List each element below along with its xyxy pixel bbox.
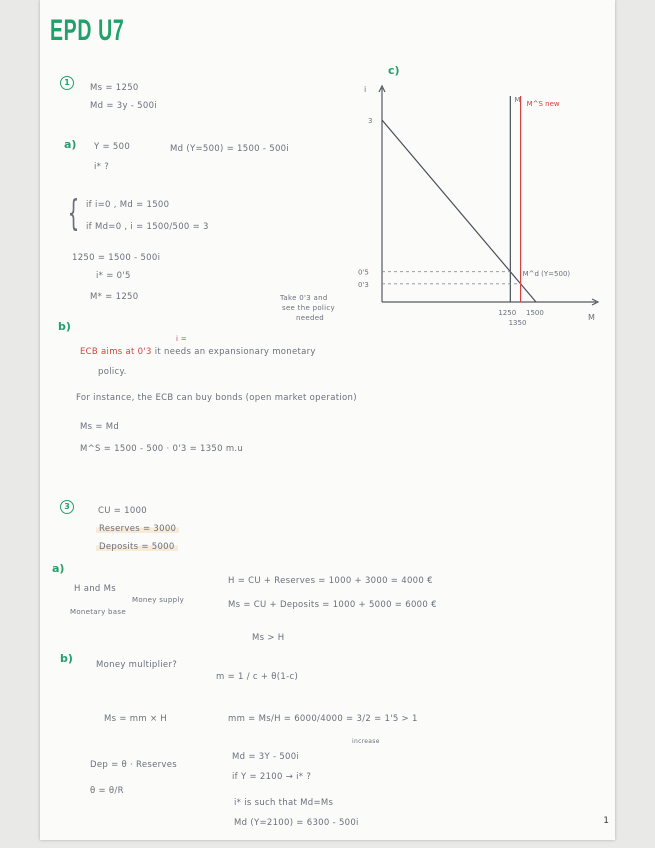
ms-equation: Ms = CU + Deposits = 1000 + 5000 = 6000 € [228, 600, 437, 610]
ytick-0-5: 0'5 [358, 268, 369, 277]
demand-supply-chart [40, 0, 615, 340]
ytick-3: 3 [368, 117, 373, 125]
monetary-base-label: Monetary base [70, 608, 126, 616]
if-y-2100: if Y = 2100 → i* ? [232, 772, 312, 782]
label-ms-new: M^S new [526, 100, 560, 108]
brace-symbol: { [67, 193, 80, 234]
xtick-1500: 1500 [526, 309, 544, 317]
q1-part-b-label: b) [58, 320, 71, 333]
md-substituted: Md (Y=500) = 1500 - 500i [170, 144, 290, 154]
label-md: M^d (Y=500) [522, 269, 571, 278]
chart-note-1: Take 0'3 and [280, 294, 328, 302]
i-star-value: i* = 0'5 [96, 271, 131, 281]
i-star-such-that: i* is such that Md=Ms [234, 798, 334, 808]
h-equation: H = CU + Reserves = 1000 + 3000 = 4000 € [228, 576, 433, 586]
md-final: Md (Y=2100) = 6300 - 500i [234, 818, 359, 828]
ms-result: M^S = 1500 - 500 · 0'3 = 1350 m.u [80, 444, 244, 454]
q1-part-c-label: c) [388, 64, 400, 77]
deposits-given: Deposits = 5000 [96, 542, 178, 552]
xtick-1350: 1350 [508, 319, 527, 327]
ecb-aims-line: ECB aims at 0'3 it needs an expansionary monetary [80, 347, 316, 357]
y-axis-label: i [364, 85, 367, 94]
ms-greater-h: Ms > H [252, 633, 285, 643]
multiplier-formula: m = 1 / c + θ(1-c) [216, 672, 299, 682]
y-given: Y = 500 [94, 142, 131, 152]
mm-calculation: mm = Ms/H = 6000/4000 = 3/2 = 1'5 > 1 [228, 714, 418, 724]
chart-note-2: see the policy [282, 304, 336, 312]
ecb-bonds-line: For instance, the ECB can buy bonds (open market operation) [76, 393, 357, 403]
question-1-marker: 1 [60, 76, 74, 90]
ms-equals-md: Ms = Md [80, 422, 120, 432]
i-equals-mark: i = [176, 335, 187, 343]
increase-annotation: increase [352, 738, 380, 745]
chart-note-3: needed [296, 314, 325, 322]
ms-mm-h: Ms = mm × H [104, 714, 168, 724]
label-ms-old: M [514, 96, 521, 104]
money-supply-label: Money supply [132, 596, 185, 604]
q3-part-a-label: a) [52, 562, 65, 575]
page-title: EPD U7 [50, 14, 125, 47]
reserves-given: Reserves = 3000 [96, 524, 179, 534]
series-line-0 [382, 120, 536, 302]
ytick-0-3: 0'3 [358, 280, 369, 289]
x-axis-label: M [588, 313, 595, 322]
question-3-marker: 3 [60, 500, 74, 514]
policy-line: policy. [98, 367, 127, 377]
m-star-value: M* = 1250 [90, 292, 139, 302]
md-function-2: Md = 3Y - 500i [232, 752, 300, 762]
theta-ratio: θ = θ/R [90, 786, 124, 796]
dep-theta: Dep = θ · Reserves [90, 760, 177, 770]
case-md-zero: if Md=0 , i = 1500/500 = 3 [86, 222, 209, 232]
ms-given: Ms = 1250 [90, 83, 139, 93]
notebook-page [40, 0, 615, 840]
md-given: Md = 3y - 500i [90, 101, 157, 111]
q3-part-b-label: b) [60, 652, 73, 665]
xtick-1250: 1250 [498, 309, 517, 317]
equilibrium-equation: 1250 = 1500 - 500i [72, 253, 161, 263]
page-number: 1 [603, 816, 609, 826]
money-multiplier-question: Money multiplier? [96, 660, 178, 670]
case-i-zero: if i=0 , Md = 1500 [86, 200, 170, 210]
q1-part-a-label: a) [64, 138, 77, 151]
cu-given: CU = 1000 [98, 506, 148, 516]
find-i-star: i* ? [94, 162, 110, 172]
h-and-ms: H and Ms [74, 584, 116, 594]
